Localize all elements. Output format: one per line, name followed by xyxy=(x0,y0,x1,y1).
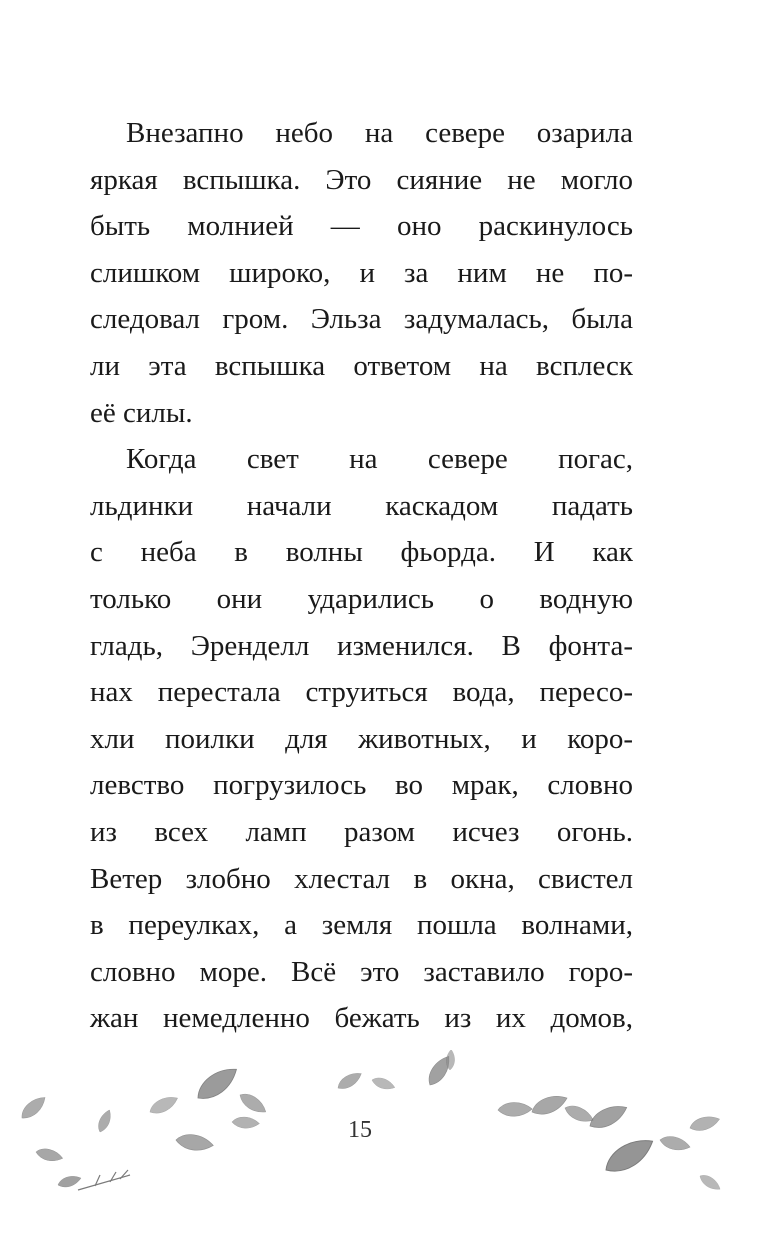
text-line: гладь, Эренделл изменился. В фонта- xyxy=(90,629,633,662)
text-line: Ветер злобно хлестал в окна, свистел xyxy=(90,862,633,895)
text-line: словно море. Всё это заставило горо- xyxy=(90,955,633,988)
text-line: левство погрузилось во мрак, словно xyxy=(90,769,633,802)
text-line: ли эта вспышка ответом на всплеск xyxy=(90,349,633,382)
text-line: её силы. xyxy=(90,396,193,429)
body-text xyxy=(90,110,633,1042)
text-line: жан немедленно бежать из их домов, xyxy=(90,1002,633,1035)
text-line: Внезапно небо на севере озарила xyxy=(126,117,633,149)
falling-leaves-icon xyxy=(0,1050,768,1240)
text-line: с неба в волны фьорда. И как xyxy=(90,536,633,569)
text-line: быть молнией — оно раскинулось xyxy=(90,210,633,243)
text-line: в переулках, а земля пошла волнами, xyxy=(90,909,633,942)
text-line: нах перестала струиться вода, пересо- xyxy=(90,676,633,709)
text-line: слишком широко, и за ним не по- xyxy=(90,256,633,289)
text-line: хли поилки для животных, и коро- xyxy=(90,722,633,755)
page-number: 15 xyxy=(348,1117,372,1143)
text-line: только они ударились о водную xyxy=(90,582,633,615)
text-line: яркая вспышка. Это сияние не могло xyxy=(90,163,633,196)
text-line: следовал гром. Эльза задумалась, была xyxy=(90,303,633,336)
text-line: льдинки начали каскадом падать xyxy=(90,489,633,522)
text-line: из всех ламп разом исчез огонь. xyxy=(90,815,633,848)
text-line: Когда свет на севере погас, xyxy=(126,443,633,476)
